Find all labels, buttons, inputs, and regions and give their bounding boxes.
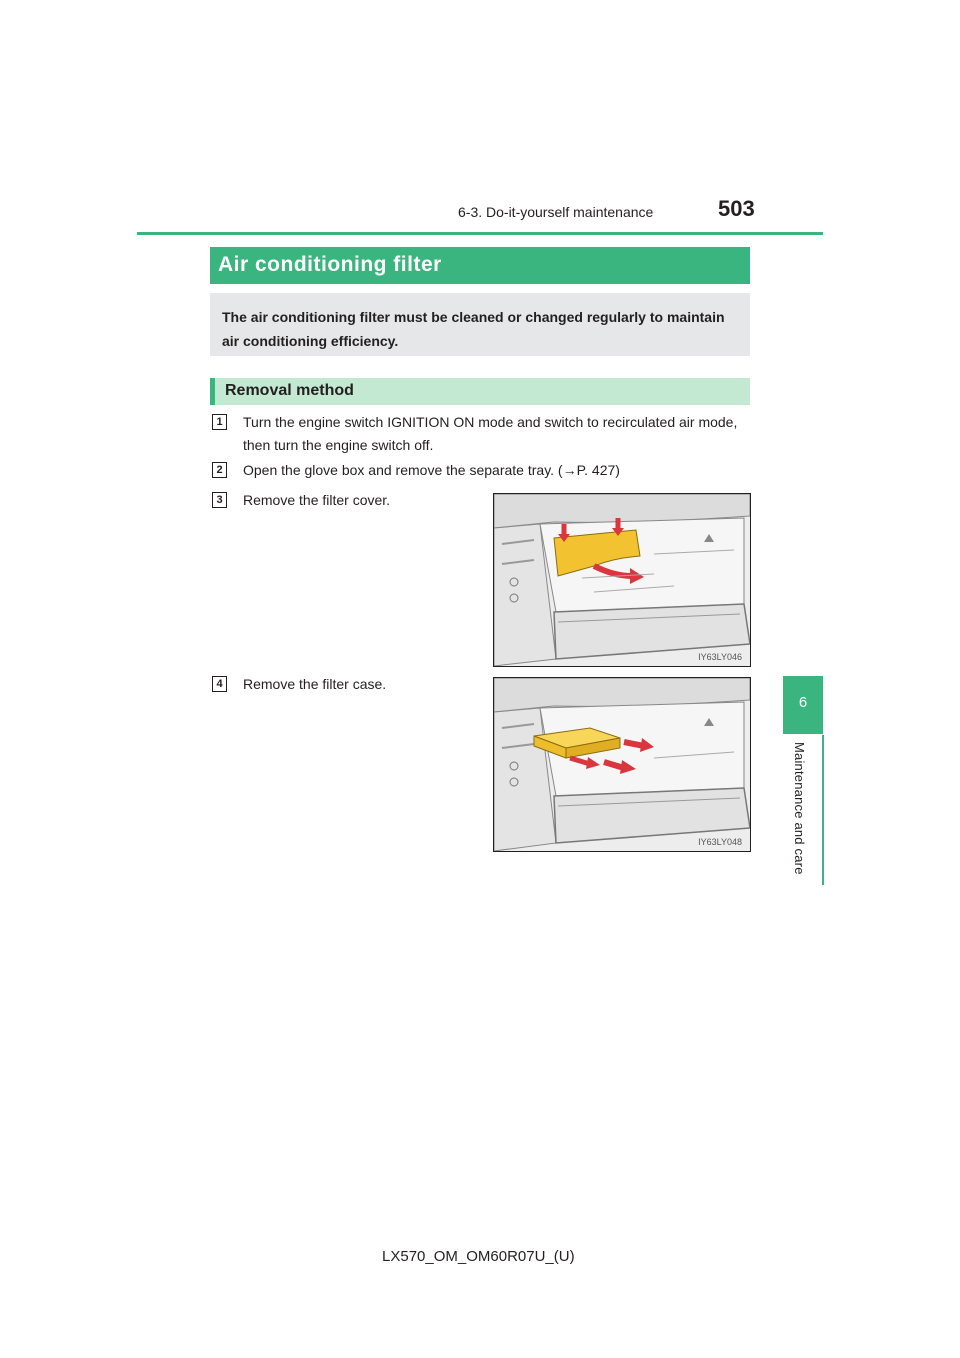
step-4-badge: 4 bbox=[212, 676, 227, 692]
filter-case-drawing bbox=[494, 678, 750, 851]
section-title: Air conditioning filter bbox=[218, 253, 442, 276]
step-1-badge: 1 bbox=[212, 414, 227, 430]
chapter-rule bbox=[822, 735, 824, 885]
intro-text: The air conditioning filter must be cleaned or changed regularly to maintain air conditioning efficiency. bbox=[222, 309, 725, 349]
step-2-badge: 2 bbox=[212, 462, 227, 478]
page-number: 503 bbox=[718, 196, 755, 221]
figure-id: IY63LY046 bbox=[698, 652, 742, 662]
subheading-bar bbox=[210, 378, 750, 405]
step-1-text: Turn the engine switch IGNITION ON mode and switch to recirculated air mode, then turn the engine switch off. bbox=[243, 414, 738, 453]
filter-case-illustration bbox=[493, 677, 751, 852]
chapter-tab bbox=[783, 676, 823, 734]
filter-cover-drawing bbox=[494, 494, 750, 666]
header-rule bbox=[137, 232, 823, 235]
intro-box bbox=[210, 293, 750, 356]
chapter-label: Maintenance and care bbox=[792, 742, 807, 875]
step-4-text: Remove the filter case. bbox=[243, 676, 387, 692]
filter-cover-illustration bbox=[493, 493, 751, 667]
subheading: Removal method bbox=[225, 382, 354, 399]
step-3-text: Remove the filter cover. bbox=[243, 492, 391, 508]
step-3-badge: 3 bbox=[212, 492, 227, 508]
step-2-text: Open the glove box and remove the separate tray. (→P. 427) bbox=[243, 462, 620, 478]
chapter-number: 6 bbox=[798, 694, 808, 711]
section-title-bar bbox=[210, 247, 750, 284]
document-code: LX570_OM_OM60R07U_(U) bbox=[382, 1248, 575, 1265]
figure-id: IY63LY048 bbox=[698, 837, 742, 847]
running-header-section: 6-3. Do-it-yourself maintenance bbox=[458, 204, 654, 220]
